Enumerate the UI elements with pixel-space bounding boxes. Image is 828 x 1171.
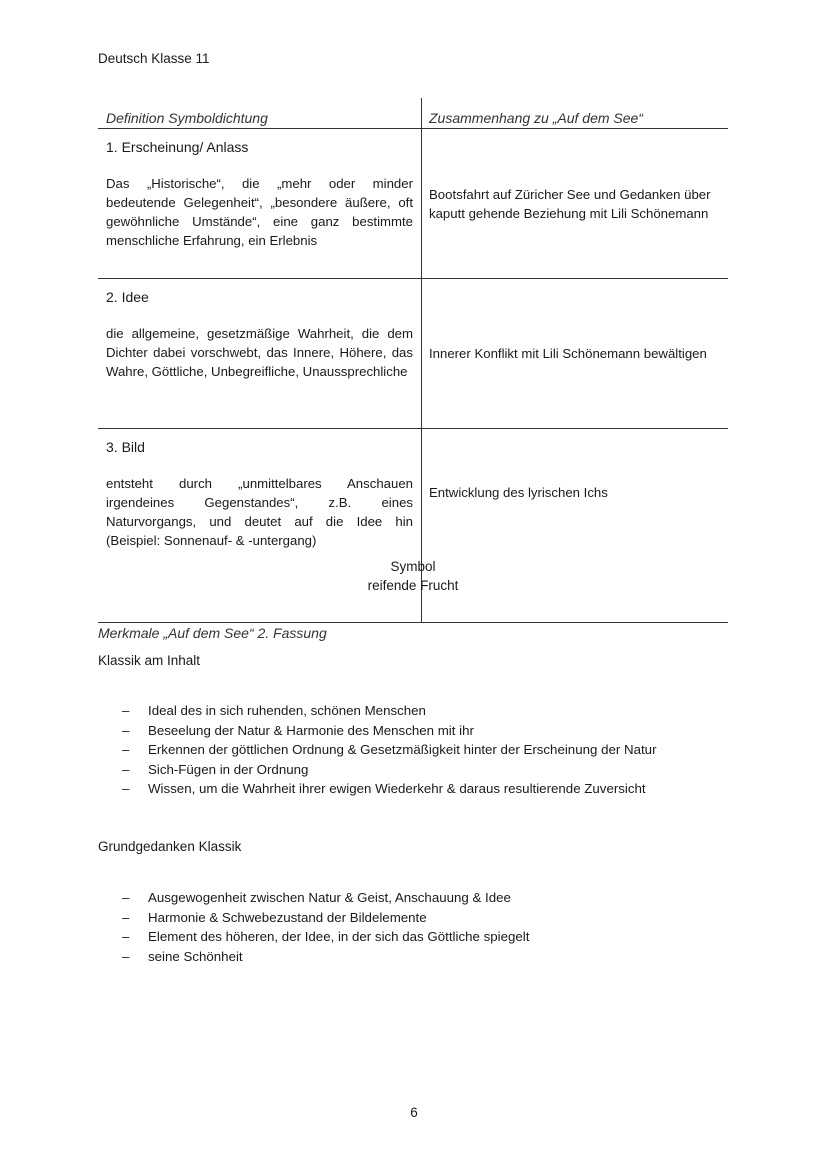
symbol-value: reifende Frucht [367, 578, 459, 593]
relation-text: Entwicklung des lyrischen Ichs [429, 485, 608, 500]
dash-bullet: – [122, 948, 130, 964]
table-row [98, 129, 728, 279]
column-header-definition: Definition Symboldichtung [98, 98, 422, 129]
dash-bullet: – [122, 909, 130, 925]
symbol-definition-table [98, 98, 728, 623]
relation-cell [422, 279, 729, 429]
list-item: – Erkennen der göttlichen Ordnung & Gesetzmäßigkeit hinter der Erscheinung der Natur [122, 740, 657, 760]
list-item: – Harmonie & Schwebezustand der Bildelemente [122, 908, 529, 928]
definition-cell [98, 279, 422, 429]
page-number: 6 [410, 1105, 418, 1120]
features-heading: Klassik am Inhalt [98, 653, 201, 668]
list-item: – Ausgewogenheit zwischen Natur & Geist, Anschauung & Idee [122, 888, 529, 908]
dash-bullet: – [122, 703, 130, 718]
definition-cell [98, 129, 422, 279]
table-row [98, 279, 728, 429]
list-item: – Ideal des in sich ruhenden, schönen Menschen [122, 701, 657, 721]
dash-bullet: – [122, 742, 130, 758]
basics-heading: Grundgedanken Klassik [98, 839, 242, 854]
relation-text: Innerer Konflikt mit Lili Schönemann bewältigen [429, 346, 707, 361]
basics-list [122, 888, 529, 966]
definition-text: Das „Historische“, die „mehr oder minder bedeutende Gelegenheit“, „besondere äußere, oft gewöhnliche Umstände“, eine ganz bestimmte menschliche Erfahrung, ein Erlebnis [106, 176, 413, 248]
list-item: – Element des höheren, der Idee, in der sich das Göttliche spiegelt [122, 927, 529, 947]
dash-bullet: – [122, 722, 130, 738]
dash-bullet: – [122, 761, 130, 777]
dash-bullet: – [122, 781, 130, 797]
dash-bullet: – [122, 890, 130, 905]
symbol-block [98, 557, 728, 595]
page-header: Deutsch Klasse 11 [98, 51, 210, 66]
dash-bullet: – [122, 929, 130, 945]
features-list [122, 701, 657, 799]
definition-text: die allgemeine, gesetzmäßige Wahrheit, die dem Dichter dabei vorschwebt, das Innere, Höhere, das Wahre, Göttliche, Unbegreifliche, Unaussprechliche [106, 326, 413, 379]
row-title: 1. Erscheinung/ Anlass [106, 139, 249, 155]
column-header-relation: Zusammenhang zu „Auf dem See“ [422, 98, 729, 129]
list-item: – seine Schönheit [122, 947, 529, 967]
list-item: – Beseelung der Natur & Harmonie des Menschen mit ihr [122, 721, 657, 741]
definition-text: entsteht durch „unmittelbares Anschauen irgendeines Gegenstandes“, z.B. eines Naturvorgangs, und deutet auf die Idee hin (Beispiel: Sonnenauf- & -untergang) [106, 476, 413, 548]
relation-text: Bootsfahrt auf Züricher See und Gedanken über kaputt gehende Beziehung mit Lili Schönemann [429, 186, 711, 221]
list-item: – Sich-Fügen in der Ordnung [122, 760, 657, 780]
symbol-label: Symbol [390, 559, 436, 574]
features-subtitle: Merkmale „Auf dem See“ 2. Fassung [98, 625, 327, 641]
table-header-row [98, 98, 728, 129]
list-item: – Wissen, um die Wahrheit ihrer ewigen Wiederkehr & daraus resultierende Zuversicht [122, 779, 657, 799]
row-title: 3. Bild [106, 439, 145, 455]
row-title: 2. Idee [106, 289, 149, 305]
relation-cell [422, 129, 729, 279]
